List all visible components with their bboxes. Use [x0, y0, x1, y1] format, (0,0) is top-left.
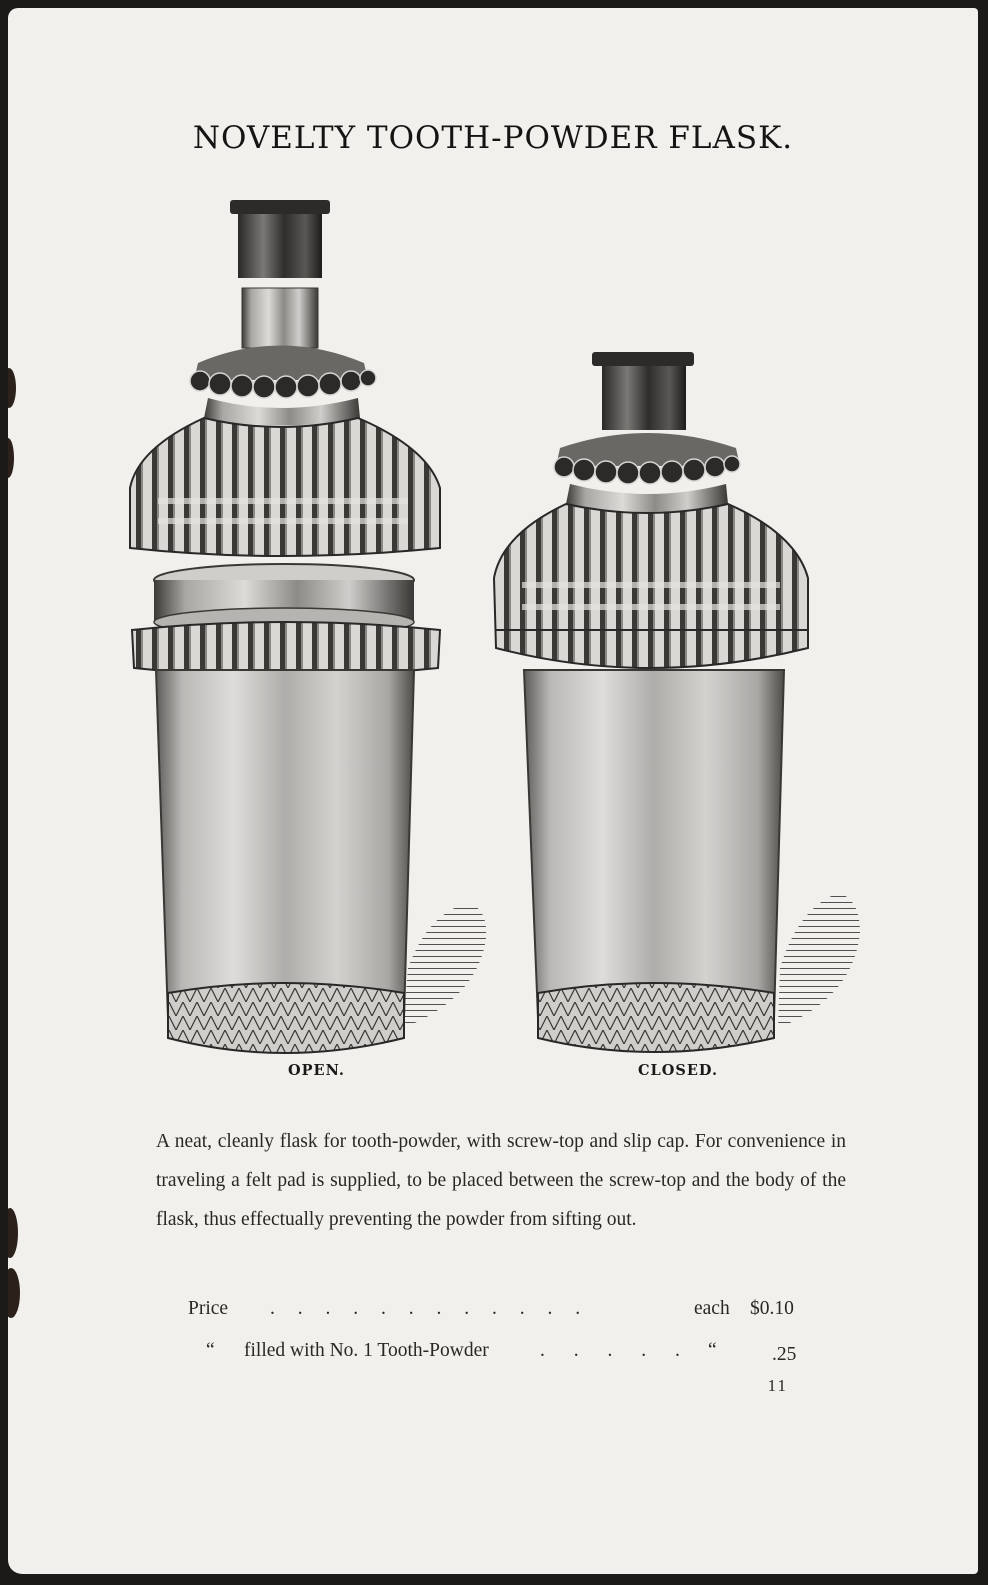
- catalog-page: [8, 8, 978, 1574]
- ditto-mark: “: [708, 1340, 717, 1361]
- price-leader: . . . . . . . . . . . .: [270, 1298, 590, 1319]
- price-item: filled with No. 1 Tooth-Powder: [244, 1340, 489, 1361]
- flask-illustration: [8, 8, 978, 1574]
- ditto-mark: “: [206, 1340, 215, 1361]
- price-unit: each: [694, 1298, 730, 1319]
- price-leader: . . . . .: [540, 1340, 692, 1361]
- open-caption: OPEN.: [288, 1062, 345, 1079]
- page-title: NOVELTY TOOTH-POWDER FLASK.: [192, 120, 794, 156]
- price-value: .25: [772, 1344, 797, 1365]
- price-label: Price: [188, 1298, 229, 1319]
- closed-caption: CLOSED.: [638, 1062, 718, 1079]
- price-value: $0.10: [750, 1298, 794, 1319]
- product-description: A neat, cleanly flask for tooth-powder, with screw-top and slip cap. For convenience in traveling a felt pad is supplied, to be placed between the screw-top and the body of the flask, thus effectually preventing the powder from sifting out.: [156, 1131, 846, 1230]
- page-number: 11: [767, 1376, 788, 1395]
